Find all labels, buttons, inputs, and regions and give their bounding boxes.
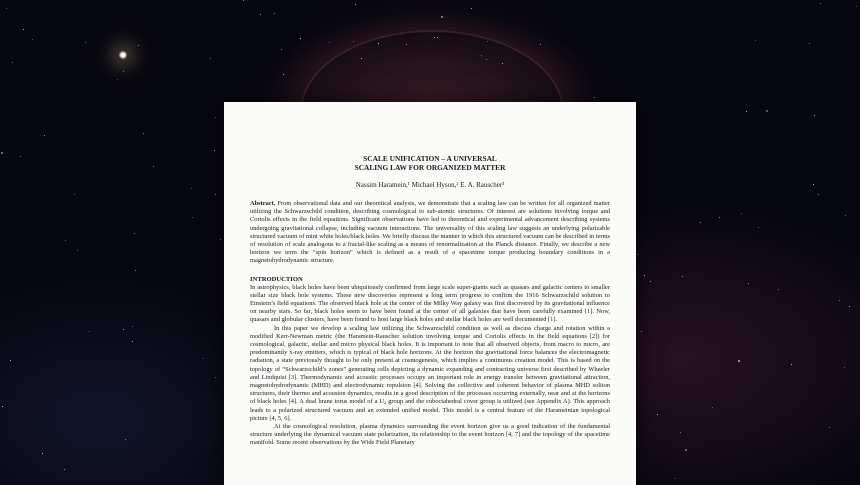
star [355, 4, 356, 5]
star [117, 79, 118, 80]
star [685, 449, 687, 451]
star [64, 469, 65, 470]
star [471, 8, 472, 9]
star [712, 407, 713, 408]
star [220, 239, 221, 240]
star [682, 276, 683, 277]
star [820, 3, 821, 4]
paper-authors: Nassim Haramein,¹ Michael Hyson,² E. A. Rauscher³ [355, 181, 505, 189]
star [481, 55, 482, 56]
star [10, 360, 11, 361]
star [281, 49, 282, 50]
star [123, 71, 124, 72]
star [818, 194, 819, 195]
star [300, 38, 301, 39]
star [203, 358, 204, 359]
star [675, 478, 676, 479]
star [791, 364, 792, 365]
star [487, 41, 488, 42]
star [44, 135, 45, 136]
star [65, 240, 66, 241]
star [719, 217, 720, 218]
star [6, 8, 7, 9]
star [215, 117, 216, 118]
star [191, 188, 192, 189]
intro-paragraph-3: At the cosmological resolution, plasma dynamics surrounding the event horizon give us a good indication of the fundamental structure underlying the dynamical vacuum state polarization, its relationship to the event horizon [4, 7] and the topology of the spacetime manifold. Some recent observations by the Wide Field Planetary [250, 423, 610, 447]
star [437, 37, 438, 38]
star [353, 41, 354, 42]
star [123, 329, 124, 330]
star [12, 62, 13, 63]
star [2, 406, 3, 407]
star [215, 377, 216, 378]
star [135, 270, 136, 271]
star [406, 44, 407, 45]
star [138, 45, 139, 46]
star [540, 44, 541, 45]
star [143, 133, 144, 134]
star [125, 439, 126, 440]
star [486, 59, 487, 60]
star [153, 166, 154, 167]
paper-title [224, 154, 636, 172]
star [644, 275, 645, 276]
star [650, 281, 651, 282]
star [210, 58, 211, 59]
star [243, 0, 244, 1]
star [856, 6, 857, 7]
star [813, 184, 814, 185]
abstract-text: From observational data and our theoretical analysis, we demonstrate that a scaling law can be written for all organized matter utilizing the Schwarzschild condition, describing cosmological to sub-atomic structures. Of interest are solutions involving torque and Coriolis effects in the field equations. Significant observations have led to theoretical and experimental advancement describing systems undergoing gravitational collapse, including vacuum interactions. The universality of this scaling law suggests an underlying polarizable structured vacuum of mini white holes/black holes. We briefly discuss the manner in which this structured vacuum can be described in terms of resolution of scale analogous to a fractal-like scaling as a means of renormalization at the Planck distance. Finally, we describe a new horizon we term the “spin horizon” which is defined as a result of a spacetime torque producing boundary conditions in a magnetohydrodynamic structure. [250, 200, 610, 265]
intro-paragraph-1: In astrophysics, black holes have been ubiquitously confirmed from large scale super-giants such as quasars and galactic centers to smaller stellar size black hole systems. These new discoveries represent a long term progress to confirm the 1916 Schwarzschild solution to Einstein’s field equations. The observed black hole at the center of the Milky Way galaxy was first discovered by its gravitational influence on nearby stars. So far, black holes seem to have been found at the center of all galaxies that have been carefully examined [1]. Now, quasars and globular clusters, have been found to host large black holes and stellar black holes are well documented [1]. [250, 283, 610, 324]
star [637, 254, 638, 255]
star [32, 39, 33, 40]
star [758, 227, 759, 228]
abstract-label: Abstract. [250, 200, 276, 207]
star [192, 217, 193, 218]
star [502, 63, 503, 64]
star [132, 341, 133, 342]
star [1, 152, 3, 154]
star [741, 213, 742, 214]
star [738, 360, 740, 362]
star [132, 326, 133, 327]
star [778, 289, 779, 290]
star [746, 111, 747, 112]
star [700, 222, 701, 223]
bright-star [118, 50, 128, 60]
star [680, 432, 681, 433]
star [814, 115, 815, 116]
star [378, 43, 379, 44]
title-line-1: SCALE UNIFICATION – A UNIVERSAL [363, 154, 497, 163]
star [85, 42, 86, 43]
star [23, 29, 24, 30]
star [755, 40, 756, 41]
star [42, 453, 43, 454]
star [283, 74, 284, 75]
title-line-2: SCALING LAW FOR ORGANIZED MATTER [354, 163, 506, 172]
star [89, 331, 90, 332]
star [361, 58, 362, 59]
abstract [250, 200, 610, 266]
star [839, 300, 840, 301]
star [214, 150, 215, 151]
star [748, 283, 749, 284]
star [657, 414, 658, 415]
star [434, 37, 435, 38]
section-heading-introduction: INTRODUCTION [250, 275, 303, 283]
star [844, 367, 845, 368]
star [829, 427, 830, 428]
star [215, 194, 216, 195]
star [809, 43, 810, 44]
star [260, 14, 261, 15]
star [77, 250, 78, 251]
star [845, 215, 846, 216]
intro-paragraph-2: In this paper we develop a scaling law utilizing the Schwarzschild condition as well as discuss charge and rotation within a modified Kerr-Newman metric (the Haramein-Rauscher solution involving torque and Coriolis effects in the field equations [2]) for cosmological, galactic, stellar and micro physical black holes. It is important to note that all observed objects, from macro to micro, are predominantly x-ray emitters, which is typical of black hole horizons. At the horizon the gravitational force balances the electromagnetic radiation, a state previously thought to be only present at cosmogenesis, which implies a continuous creation model. This is based on the topology of “Schwarzschild’s zones” generating cells depicting a dynamic expanding and contracting universe first described by Wheeler and Lindquist [3]. Thermodynamic and acoustic processes occupy an important role in energy transfer between gravitational attraction, magnetohydrodynamic (MHD) and electrodynamic repulsion [4]. Solving the collective and coherent behavior of plasma MHD soliton structures, their thermo and acouston dynamics, results in a good description of the processes occurring externally, near and at the horizons of black holes [4]. A dual brane torus model of a U₄ group and the cuboctahedral cover group is utilized (see Appendix A). This approach leads to a polarized structured vacuum and an extended unified model. This model is a central feature of the Harameinian topological picture [4, 5, 6]. [250, 324, 610, 422]
star [641, 331, 642, 332]
star [766, 110, 768, 112]
star [849, 306, 850, 307]
paper-page [224, 102, 636, 485]
star [329, 42, 330, 43]
star [74, 194, 75, 195]
star [274, 13, 275, 14]
star [134, 233, 135, 234]
star [20, 156, 21, 157]
star [594, 97, 595, 98]
star [441, 16, 443, 18]
